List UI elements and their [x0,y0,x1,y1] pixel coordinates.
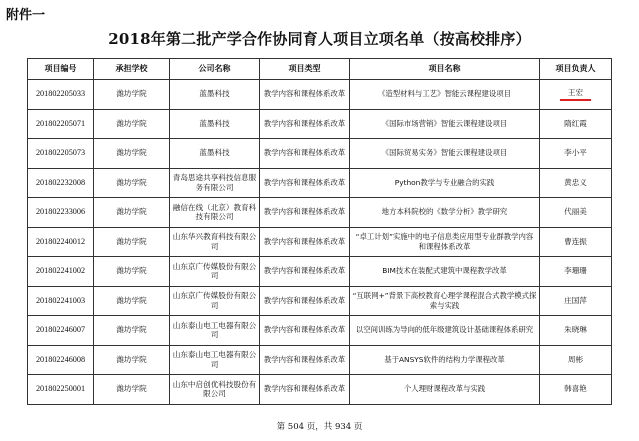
cell-leader: 曹连振 [540,227,612,257]
cell-school: 潍坊学院 [94,168,170,198]
cell-school: 潍坊学院 [94,139,170,169]
cell-type: 教学内容和课程体系改革 [260,80,350,110]
cell-code: 201802246007 [28,316,94,346]
cell-leader: 黄忠义 [540,168,612,198]
highlighted-leader: 王宏 [560,88,591,101]
table-row [28,286,612,316]
cell-code: 201802246008 [28,345,94,375]
table-row [28,257,612,287]
cell-school: 潍坊学院 [94,227,170,257]
page-footer: 第 504 页，共 934 页 [276,422,363,432]
cell-type: 教学内容和课程体系改革 [260,198,350,228]
cell-project-name: 地方本科院校的《数学分析》教学研究 [350,198,540,228]
project-table [27,58,612,405]
cell-type: 教学内容和课程体系改革 [260,316,350,346]
cell-type: 教学内容和课程体系改革 [260,286,350,316]
cell-company: 山东京广传媒股份有限公司 [170,257,260,287]
table-row [28,345,612,375]
header-type: 项目类型 [260,59,350,80]
header-company: 公司名称 [170,59,260,80]
cell-company: 蓝墨科技 [170,80,260,110]
cell-school: 潍坊学院 [94,257,170,287]
cell-type: 教学内容和课程体系改革 [260,257,350,287]
cell-project-name: 《造型材料与工艺》智能云课程建设项目 [350,80,540,110]
cell-code: 201802240012 [28,227,94,257]
table-header-row [28,59,612,80]
cell-project-name: 《国际贸易实务》智能云课程建设项目 [350,139,540,169]
cell-type: 教学内容和课程体系改革 [260,227,350,257]
header-project-name: 项目名称 [350,59,540,80]
cell-code: 201802250001 [28,375,94,405]
cell-leader: 代丽美 [540,198,612,228]
cell-leader: 李珊珊 [540,257,612,287]
cell-type: 教学内容和课程体系改革 [260,375,350,405]
cell-company: 山东中启创优科技股份有限公司 [170,375,260,405]
cell-project-name: 以空间训练为导向的低年级建筑设计基础课程体系研究 [350,316,540,346]
cell-school: 潍坊学院 [94,316,170,346]
cell-leader: 李小平 [540,139,612,169]
cell-company: 山东泰山电工电器有限公司 [170,316,260,346]
cell-company: 青岛思途共享科技信息服务有限公司 [170,168,260,198]
table-row [28,168,612,198]
cell-leader: 朱晓琳 [540,316,612,346]
cell-code: 201802232008 [28,168,94,198]
cell-company: 山东泰山电工电器有限公司 [170,345,260,375]
table-row [28,375,612,405]
cell-code: 201802205033 [28,80,94,110]
table-row [28,227,612,257]
cell-company: 蓝墨科技 [170,139,260,169]
cell-leader: 韩喜艳 [540,375,612,405]
cell-leader: 庄国萍 [540,286,612,316]
table-row [28,316,612,346]
attachment-label: 附件一 [6,8,46,23]
cell-company: 蓝墨科技 [170,109,260,139]
cell-code: 201802205073 [28,139,94,169]
cell-school: 潍坊学院 [94,198,170,228]
document-title: 2018年第二批产学合作协同育人项目立项名单（按高校排序） [108,30,531,48]
cell-project-name: BIM技术在装配式建筑中课程教学改革 [350,257,540,287]
cell-project-name: “卓工计划”实施中的电子信息类应用型专业群教学内容和课程体系改革 [350,227,540,257]
cell-leader [540,80,612,110]
table-row [28,198,612,228]
cell-school: 潍坊学院 [94,80,170,110]
cell-company: 融信在线（北京）教育科技有限公司 [170,198,260,228]
cell-school: 潍坊学院 [94,286,170,316]
cell-type: 教学内容和课程体系改革 [260,168,350,198]
table-row [28,109,612,139]
cell-code: 201802233006 [28,198,94,228]
header-school: 承担学校 [94,59,170,80]
cell-code: 201802241002 [28,257,94,287]
cell-school: 潍坊学院 [94,109,170,139]
table-row [28,80,612,110]
cell-type: 教学内容和课程体系改革 [260,109,350,139]
cell-project-name: “互联网+”背景下高校教育心理学课程混合式教学模式探索与实践 [350,286,540,316]
cell-leader: 周彬 [540,345,612,375]
cell-company: 山东华兴教育科技有限公司 [170,227,260,257]
cell-company: 山东京广传媒股份有限公司 [170,286,260,316]
table-row [28,139,612,169]
cell-project-name: 基于ANSYS软件的结构力学课程改革 [350,345,540,375]
cell-project-name: 个人理财课程改革与实践 [350,375,540,405]
cell-leader: 隋红霞 [540,109,612,139]
cell-project-name: 《国际市场营销》智能云课程建设项目 [350,109,540,139]
cell-code: 201802241003 [28,286,94,316]
cell-project-name: Python教学与专业融合的实践 [350,168,540,198]
cell-type: 教学内容和课程体系改革 [260,345,350,375]
header-code: 项目编号 [28,59,94,80]
header-leader: 项目负责人 [540,59,612,80]
cell-school: 潍坊学院 [94,375,170,405]
cell-code: 201802205071 [28,109,94,139]
cell-school: 潍坊学院 [94,345,170,375]
cell-type: 教学内容和课程体系改革 [260,139,350,169]
